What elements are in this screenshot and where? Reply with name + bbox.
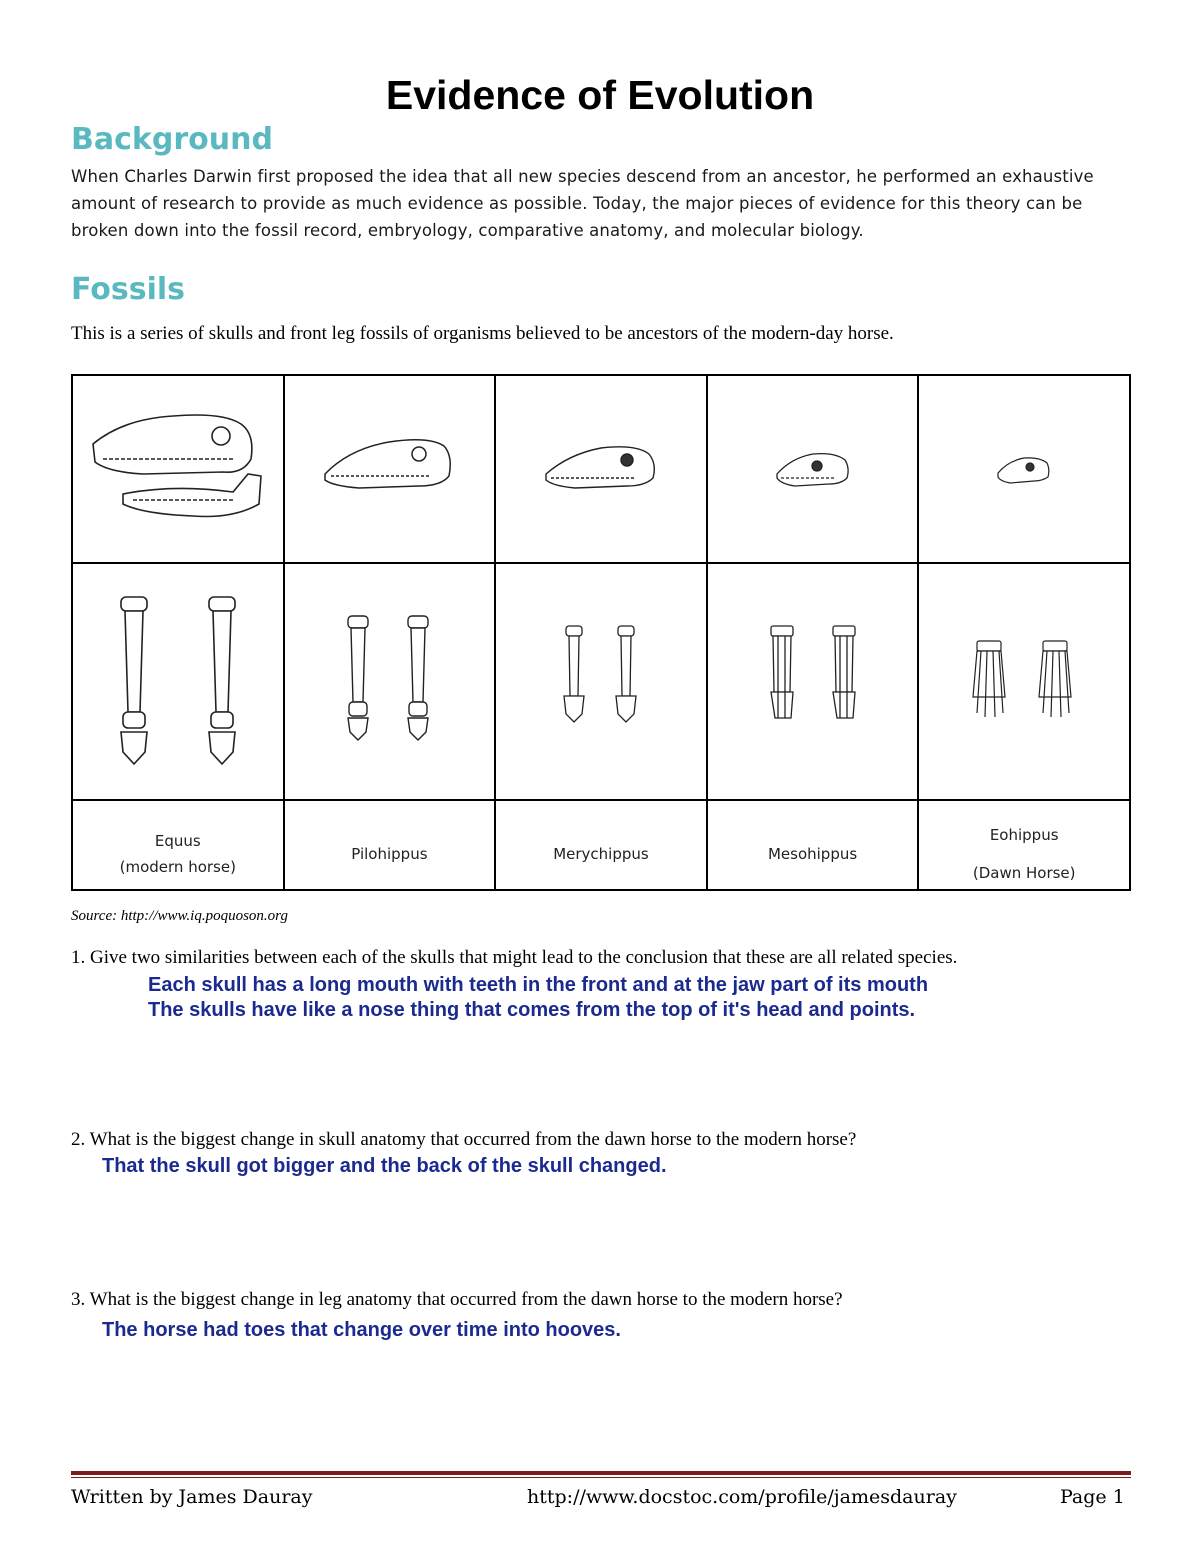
mesohippus-leg-image [763, 622, 863, 742]
leg-cell-eohippus [918, 563, 1130, 800]
eohippus-skull-image [994, 449, 1054, 489]
species-name: Pilohippus [351, 845, 428, 863]
skull-cell-equus [72, 375, 284, 563]
skull-row [72, 375, 1130, 563]
equus-skull-image [83, 404, 273, 534]
answer-1a: Each skull has a long mouth with teeth in the front and at the jaw part of its mouth [148, 974, 929, 996]
skull-cell-mesohippus [707, 375, 919, 563]
species-cell-merychippus [495, 800, 707, 890]
merychippus-leg-image [556, 622, 646, 742]
leg-cell-mesohippus [707, 563, 919, 800]
skull-cell-merychippus [495, 375, 707, 563]
question-3: 3. What is the biggest change in leg anatomy that occurred from the dawn horse to the modern horse? [71, 1289, 843, 1310]
leg-cell-merychippus [495, 563, 707, 800]
background-paragraph: When Charles Darwin first proposed the idea that all new species descend from an ancestor, he performed an exhaustive amount of research to provide as much evidence as possible. Today, the major pieces of evidence for this theory can be broken down into the fossil record, embryology, comparative anatomy, and molecular biology. [71, 167, 1094, 240]
source-citation: Source: http://www.iq.poquoson.org [71, 908, 288, 924]
equus-leg-image [103, 592, 253, 772]
answer-3: The horse had toes that change over time into hooves. [102, 1319, 621, 1341]
merychippus-skull-image [541, 434, 661, 504]
pilohippus-leg-image [334, 612, 444, 752]
leg-cell-pilohippus [284, 563, 496, 800]
species-subtitle: (Dawn Horse) [972, 864, 1076, 882]
leg-row [72, 563, 1130, 800]
fossil-table [71, 374, 1131, 891]
fossils-heading: Fossils [71, 272, 186, 307]
species-name: Merychippus [553, 845, 649, 863]
species-cell-pilohippus [284, 800, 496, 890]
species-cell-mesohippus [707, 800, 919, 890]
footer-page-number: Page 1 [1060, 1486, 1125, 1508]
footer-author: Written by James Dauray [71, 1486, 313, 1508]
species-name-row [72, 800, 1130, 890]
mesohippus-skull-image [773, 444, 853, 494]
species-subtitle: (modern horse) [119, 858, 236, 876]
footer-rule [71, 1471, 1131, 1475]
species-name: Mesohippus [767, 845, 858, 863]
species-cell-equus [72, 800, 284, 890]
answer-1b: The skulls have like a nose thing that comes from the top of it's head and points. [148, 999, 916, 1021]
species-name: Eohippus [989, 826, 1059, 844]
leg-cell-equus [72, 563, 284, 800]
question-2: 2. What is the biggest change in skull anatomy that occurred from the dawn horse to the modern horse? [71, 1129, 857, 1150]
species-cell-eohippus [918, 800, 1130, 890]
skull-cell-pilohippus [284, 375, 496, 563]
pilohippus-skull-image [319, 424, 459, 514]
species-name: Equus [154, 832, 201, 850]
fossils-intro: This is a series of skulls and front leg fossils of organisms believed to be ancestors of the modern-day horse. [71, 323, 894, 344]
footer-rule-thin [71, 1477, 1131, 1478]
question-1: 1. Give two similarities between each of the skulls that might lead to the conclusion that these are all related species. [71, 947, 958, 968]
eohippus-leg-image [969, 637, 1079, 727]
skull-cell-eohippus [918, 375, 1130, 563]
footer-url[interactable]: http://www.docstoc.com/profile/jamesdauray [527, 1486, 957, 1508]
background-heading: Background [71, 122, 273, 157]
page-title: Evidence of Evolution [385, 72, 815, 118]
answer-2: That the skull got bigger and the back of the skull changed. [102, 1155, 667, 1177]
